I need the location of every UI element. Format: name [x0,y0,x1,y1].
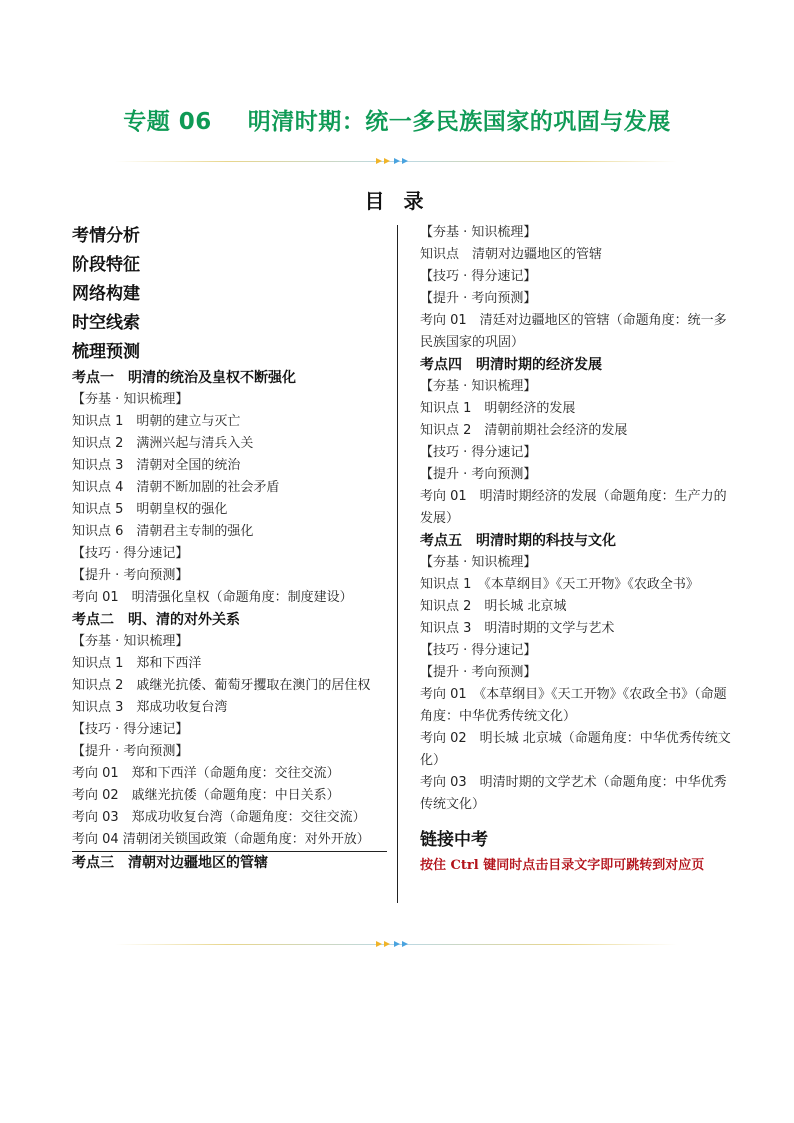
toc-item-link[interactable]: 【提升 · 考向预测】 [72,744,189,759]
toc-section-link[interactable]: 网络构建 [72,284,140,304]
toc-item-link[interactable]: 考向 01 清廷对边疆地区的管辖（命题角度：统一多民族国家的巩固） [420,313,727,350]
divider-ornament-icon [376,157,416,165]
toc-item-link[interactable]: 知识点 3 郑成功收复台湾 [72,700,228,715]
toc-section-link[interactable]: 时空线索 [72,313,140,333]
topic-title: 明清时期：统一多民族国家的巩固与发展 [247,109,671,135]
toc-item-link[interactable]: 知识点 2 清朝前期社会经济的发展 [420,423,628,438]
toc-item-link[interactable]: 【夯基 · 知识梳理】 [420,555,537,570]
toc-item-link[interactable]: 考向 01 明清强化皇权（命题角度：制度建设） [72,590,353,605]
column-divider [397,225,398,903]
topic-number: 专题 06 [123,109,212,135]
toc-left-column [72,222,387,874]
toc-item-link[interactable]: 【技巧 · 得分速记】 [72,722,189,737]
toc-item-link[interactable]: 知识点 1 明朝经济的发展 [420,401,576,416]
toc-item-link[interactable]: 【夯基 · 知识梳理】 [72,634,189,649]
toc-item-link[interactable]: 考向 02 戚继光抗倭（命题角度：中日关系） [72,788,340,803]
toc-item-link[interactable]: 知识点 3 明清时期的文学与艺术 [420,621,615,636]
toc-item-link[interactable]: 知识点 1 明朝的建立与灭亡 [72,414,241,429]
toc-item-link[interactable]: 【提升 · 考向预测】 [420,467,537,482]
page-title [0,103,794,136]
toc-item-link[interactable]: 知识点 1 《本草纲目》《天工开物》《农政全书》 [420,577,699,592]
toc-item-link[interactable]: 知识点 2 戚继光抗倭、葡萄牙攫取在澳门的居住权 [72,678,371,693]
toc-item-link[interactable]: 【夯基 · 知识梳理】 [420,225,537,240]
toc-item-link[interactable]: 【提升 · 考向预测】 [72,568,189,583]
toc-kaodian-link[interactable]: 考点四 明清时期的经济发展 [420,357,602,373]
toc-kaodian-link[interactable]: 考点三 清朝对边疆地区的管辖 [72,855,268,871]
toc-item-link[interactable]: 【技巧 · 得分速记】 [420,643,537,658]
toc-item-link[interactable]: 知识点 4 清朝不断加剧的社会矛盾 [72,480,280,495]
toc-item-link[interactable]: 知识点 6 清朝君主专制的强化 [72,524,254,539]
ctrl-click-hint: 按住 Ctrl 键同时点击目录文字即可跳转到对应页 [420,858,705,873]
toc-item-link[interactable]: 【提升 · 考向预测】 [420,291,537,306]
toc-item-link[interactable]: 【技巧 · 得分速记】 [420,269,537,284]
toc-section-link[interactable]: 链接中考 [420,830,488,850]
toc-item-link[interactable]: 考向 04 清朝闭关锁国政策（命题角度：对外开放） [72,829,387,852]
toc-kaodian-link[interactable]: 考点一 明清的统治及皇权不断强化 [72,370,296,386]
toc-section-link[interactable]: 阶段特征 [72,255,140,275]
toc-item-link[interactable]: 【夯基 · 知识梳理】 [72,392,189,407]
toc-section-link[interactable]: 梳理预测 [72,342,140,362]
divider-ornament-icon [376,940,416,948]
toc-item-link[interactable]: 知识点 2 明长城 北京城 [420,599,567,614]
toc-item-link[interactable]: 【夯基 · 知识梳理】 [420,379,537,394]
toc-item-link[interactable]: 考向 03 明清时期的文学艺术（命题角度：中华优秀传统文化） [420,775,727,812]
toc-item-link[interactable]: 考向 01 明清时期经济的发展（命题角度：生产力的发展） [420,489,727,526]
toc-item-link[interactable]: 【提升 · 考向预测】 [420,665,537,680]
toc-item-link[interactable]: 【技巧 · 得分速记】 [420,445,537,460]
toc-section-link[interactable]: 考情分析 [72,226,140,246]
toc-item-link[interactable]: 知识点 2 满洲兴起与清兵入关 [72,436,254,451]
bottom-divider [115,940,677,948]
toc-item-link[interactable]: 知识点 清朝对边疆地区的管辖 [420,247,603,262]
toc-right-column [420,222,736,877]
toc-item-link[interactable]: 知识点 5 明朝皇权的强化 [72,502,228,517]
toc-heading: 目 录 [364,189,430,213]
toc-item-link[interactable]: 考向 02 明长城 北京城（命题角度：中华优秀传统文化） [420,731,731,768]
toc-item-link[interactable]: 知识点 1 郑和下西洋 [72,656,202,671]
top-divider [115,157,677,165]
toc-item-link[interactable]: 考向 03 郑成功收复台湾（命题角度：交往交流） [72,810,366,825]
toc-item-link[interactable]: 【技巧 · 得分速记】 [72,546,189,561]
toc-item-link[interactable]: 考向 01 《本草纲目》《天工开物》《农政全书》（命题角度：中华优秀传统文化） [420,687,727,724]
toc-item-link[interactable]: 知识点 3 清朝对全国的统治 [72,458,241,473]
toc-kaodian-link[interactable]: 考点五 明清时期的科技与文化 [420,533,616,549]
toc-item-link[interactable]: 考向 01 郑和下西洋（命题角度：交往交流） [72,766,340,781]
toc-kaodian-link[interactable]: 考点二 明、清的对外关系 [72,612,240,628]
